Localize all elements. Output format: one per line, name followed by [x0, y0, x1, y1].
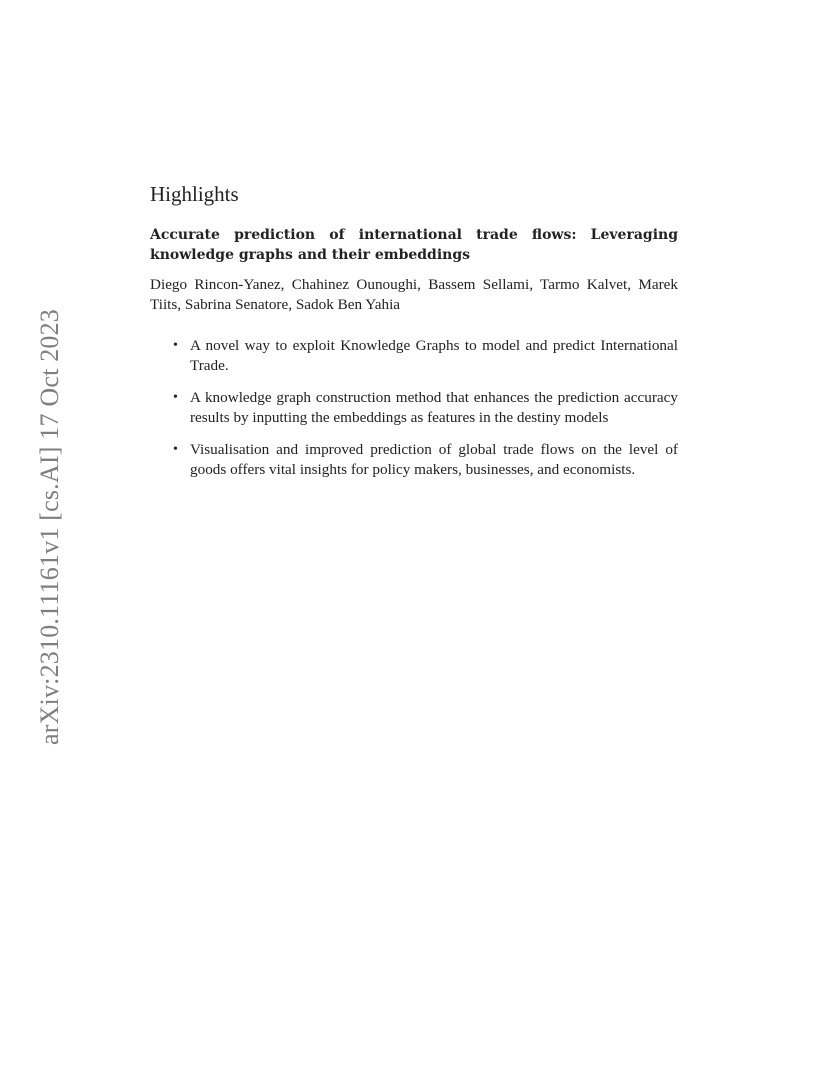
author-list: Diego Rincon-Yanez, Chahinez Ounoughi, Bassem Sellami, Tarmo Kalvet, Marek Tiits, Sabrina Senatore, Sadok Ben Yahia — [150, 276, 678, 313]
arxiv-identifier-stamp: arXiv:2310.11161v1 [cs.AI] 17 Oct 2023 — [35, 308, 64, 746]
paper-title: Accurate prediction of international trade flows: Leveraging knowledge graphs and their embeddings — [150, 227, 678, 263]
bullet-icon: • — [173, 442, 178, 457]
highlights-list — [150, 336, 678, 480]
bullet-icon: • — [173, 390, 178, 405]
highlight-text: A knowledge graph construction method that enhances the prediction accuracy results by inputting the embeddings as features in the destiny models — [190, 389, 678, 426]
highlight-item — [173, 388, 678, 428]
bullet-icon: • — [173, 338, 178, 353]
highlight-item — [173, 336, 678, 376]
highlights-page — [150, 182, 678, 492]
highlight-item — [173, 440, 678, 480]
section-heading: Highlights — [150, 182, 239, 206]
highlight-text: Visualisation and improved prediction of global trade flows on the level of goods offers vital insights for policy makers, businesses, and economists. — [190, 441, 678, 478]
highlight-text: A novel way to exploit Knowledge Graphs to model and predict International Trade. — [190, 337, 678, 374]
